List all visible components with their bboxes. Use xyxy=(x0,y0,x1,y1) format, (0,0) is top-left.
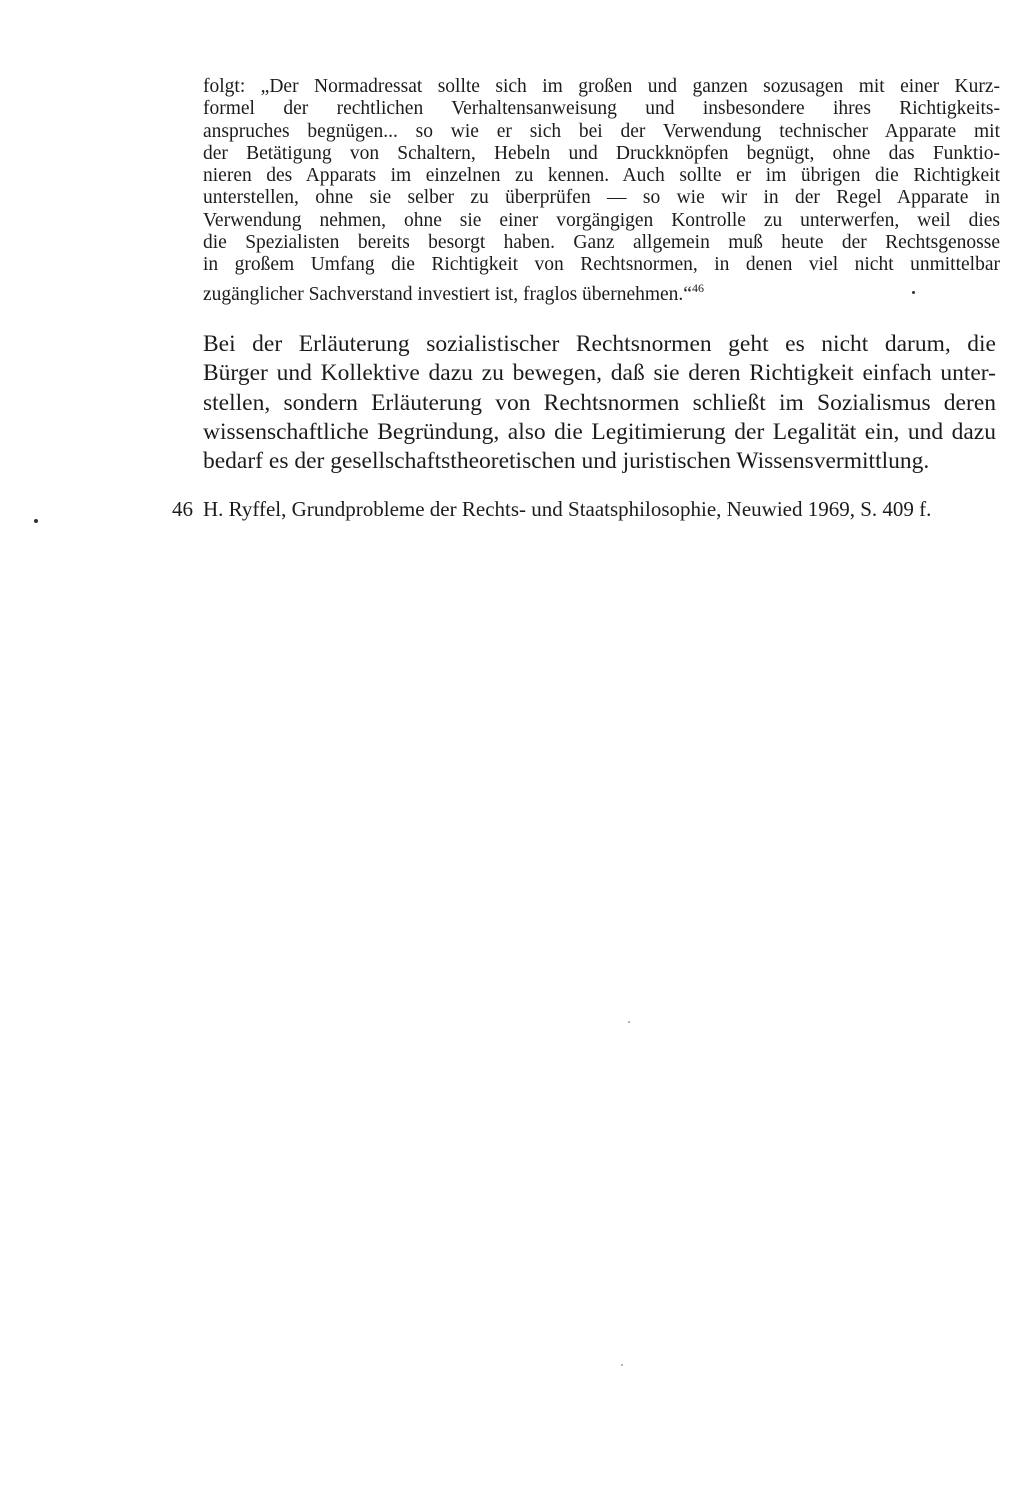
quote-line: nieren des Apparats im einzelnen zu kennen. Auch sollte er im übrigen die Richtigkeit xyxy=(203,165,1000,187)
quote-line: in großem Umfang die Richtigkeit von Rechtsnormen, in denen viel nicht unmittelbar xyxy=(203,254,1000,276)
scan-speck xyxy=(621,1364,623,1366)
footnote xyxy=(172,496,931,522)
quote-line: Verwendung nehmen, ohne sie einer vorgängigen Kontrolle zu unterwerfen, weil dies xyxy=(203,209,1000,231)
quote-line: der Betätigung von Schaltern, Hebeln und Druckknöpfen begnügt, ohne das Funktio- xyxy=(203,142,1000,164)
body-paragraph xyxy=(203,330,996,476)
quote-last-line xyxy=(203,277,1000,305)
scan-speck xyxy=(628,1021,630,1023)
paragraph-line: Bürger und Kollektive dazu zu bewegen, daß sie deren Richtigkeit einfach unter- xyxy=(203,360,996,387)
quote-line: formel der rechtlichen Verhaltensanweisung und insbesondere ihres Richtigkeits- xyxy=(203,98,1000,120)
quote-line-text: zugänglicher Sachverstand investiert ist, fraglos übernehmen.“ xyxy=(203,283,692,305)
paragraph-line: bedarf es der gesellschaftstheoretischen und juristischen Wissensvermittlung. xyxy=(203,448,930,475)
block-quote xyxy=(203,76,1000,305)
paragraph-line: wissenschaftliche Begründung, also die Legitimierung der Legalität ein, und dazu xyxy=(203,418,996,445)
quote-line: anspruches begnügen... so wie er sich bei der Verwendung technischer Apparate mit xyxy=(203,120,1000,142)
paragraph-line: Bei der Erläuterung sozialistischer Rechtsnormen geht es nicht darum, die xyxy=(203,331,996,357)
footnote-number: 46 xyxy=(172,497,193,521)
scan-speck xyxy=(34,519,38,523)
quote-line: folgt: „Der Normadressat sollte sich im großen und ganzen sozusagen mit einer Kurz- xyxy=(203,76,1000,97)
paragraph-line: stellen, sondern Erläuterung von Rechtsnormen schließt im Sozialismus deren xyxy=(203,389,996,416)
quote-line: die Spezialisten bereits besorgt haben. Ganz allgemein muß heute der Rechtsgenosse xyxy=(203,232,1000,254)
quote-line: unterstellen, ohne sie selber zu überprüfen — so wie wir in der Regel Apparate in xyxy=(203,187,1000,209)
scan-speck xyxy=(912,291,915,294)
footnote-reference: 46 xyxy=(691,280,704,295)
footnote-text: H. Ryffel, Grundprobleme der Rechts- und Staatsphilosophie, Neuwied 1969, S. 409 f. xyxy=(203,497,932,521)
